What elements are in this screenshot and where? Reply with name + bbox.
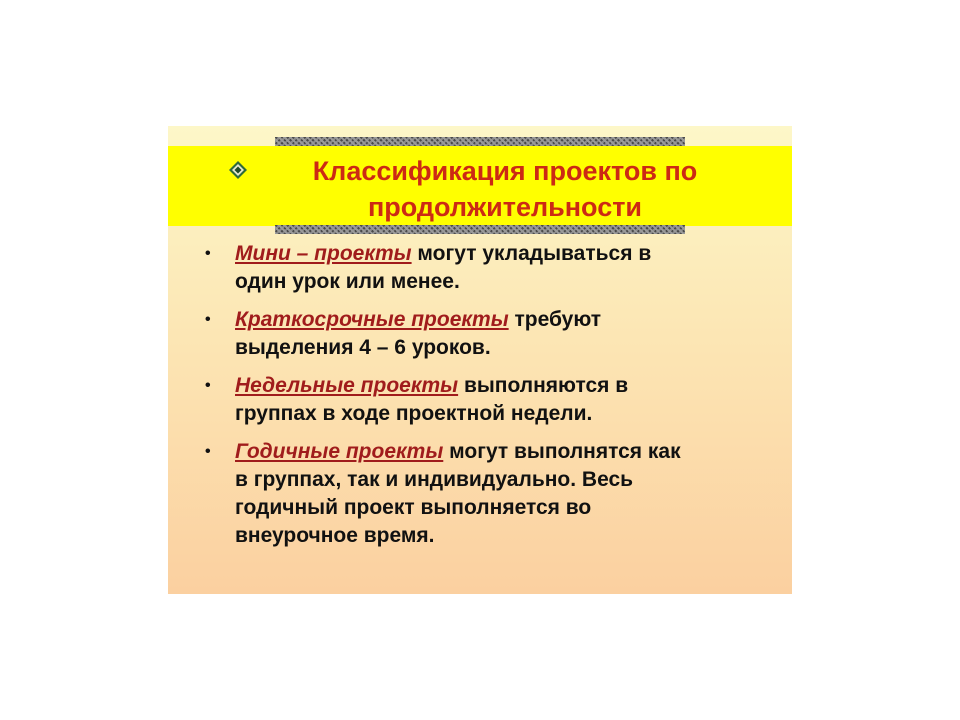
item-text-line4: внеурочное время. — [235, 524, 435, 547]
item-text-line1: требуют — [508, 308, 602, 331]
term-mini-projects: Мини – проекты — [235, 242, 412, 265]
term-yearly-projects: Годичные проекты — [235, 440, 444, 463]
bullet-dot-icon: • — [205, 443, 211, 460]
item-text-line2: в группах, так и индивидуально. Весь — [235, 468, 634, 491]
list-item-yearly — [205, 438, 765, 550]
term-weekly-projects: Недельные проекты — [235, 374, 459, 397]
slide — [168, 126, 792, 594]
title-line-2: продолжительности — [367, 192, 643, 222]
item-text-line1: могут выполнятся как — [443, 440, 681, 463]
item-text-line3: годичный проект выполняется во — [235, 496, 592, 519]
bullet-list — [205, 240, 765, 560]
title-line-1: Классификация проектов по — [312, 156, 698, 186]
item-text-line2: один урок или менее. — [235, 270, 460, 293]
diamond-icon — [229, 161, 247, 179]
item-text-line1: могут укладываться в — [411, 242, 652, 265]
decorative-top-border — [275, 137, 685, 146]
item-text-line1: выполняются в — [458, 374, 629, 397]
bullet-dot-icon: • — [205, 377, 211, 394]
bullet-dot-icon: • — [205, 245, 211, 262]
list-item-short-term — [205, 306, 765, 362]
decorative-bottom-border — [275, 225, 685, 234]
term-short-term-projects: Краткосрочные проекты — [235, 308, 509, 331]
bullet-dot-icon: • — [205, 311, 211, 328]
item-text-line2: выделения 4 – 6 уроков. — [235, 336, 491, 359]
list-item-mini — [205, 240, 765, 296]
list-item-weekly — [205, 372, 765, 428]
item-text-line2: группах в ходе проектной недели. — [235, 402, 593, 425]
slide-title — [250, 153, 760, 225]
